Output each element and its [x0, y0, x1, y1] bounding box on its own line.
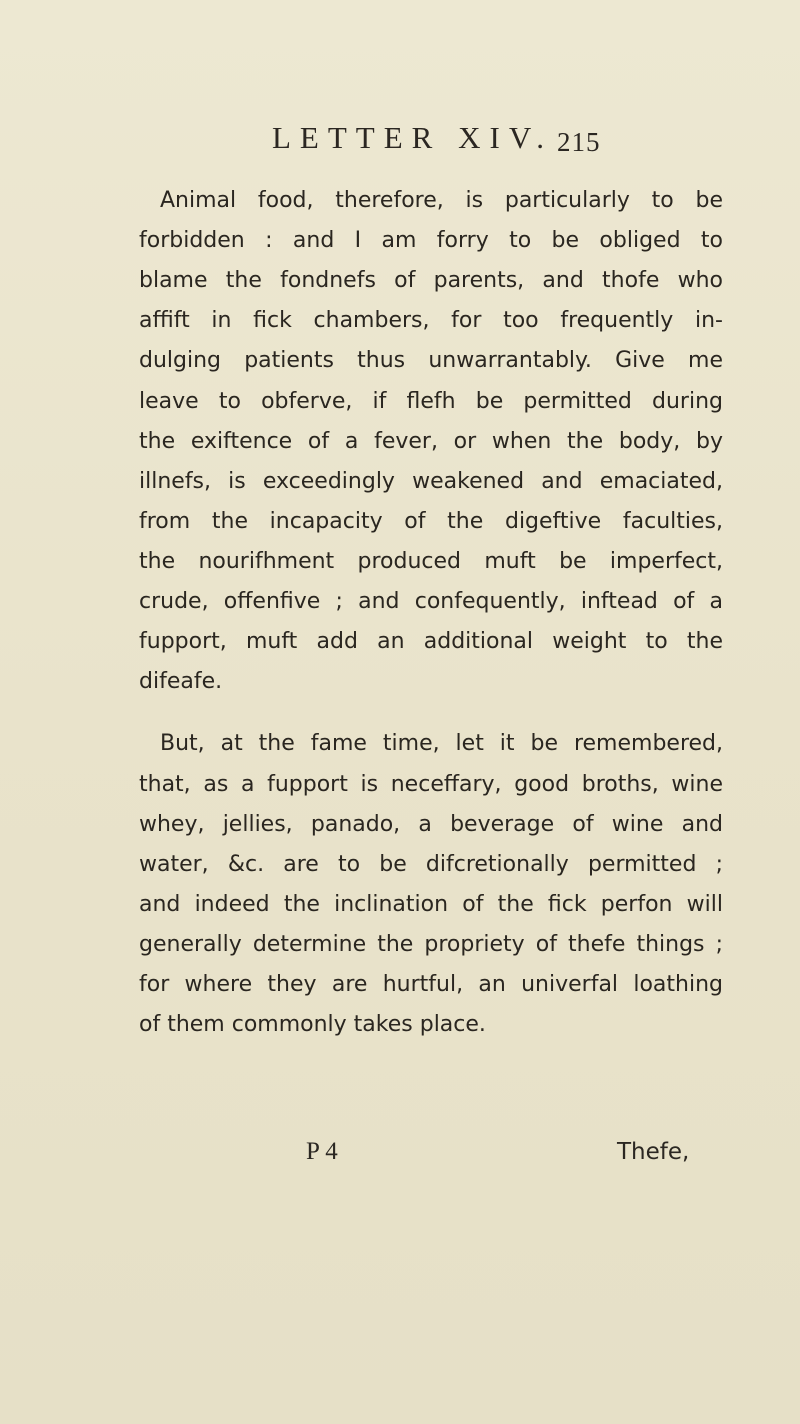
text-line: leave to obferve, if flefh be permitted during	[139, 389, 723, 414]
text-line: the exiftence of a fever, or when the body, by	[139, 429, 723, 454]
text-line: the nourifhment produced muft be imperfect,	[139, 549, 723, 574]
text-line: whey, jellies, panado, a beverage of wine and	[139, 812, 723, 837]
text-line: water, &c. are to be difcretionally permitted ;	[139, 852, 723, 877]
text-line: dulging patients thus unwarrantably. Give me	[139, 348, 723, 373]
text-line: Animal food, therefore, is particularly to be	[160, 188, 723, 213]
page-header	[0, 118, 800, 158]
text-line: blame the fondnefs of parents, and thofe who	[139, 268, 723, 293]
text-line: affift in fick chambers, for too frequently in-	[139, 308, 723, 333]
text-line: and indeed the inclination of the fick perfon will	[139, 892, 723, 917]
text-line: that, as a fupport is neceffary, good broths, wine	[139, 772, 723, 797]
signature-mark: P 4	[306, 1138, 338, 1165]
text-line: crude, offenfive ; and confequently, inftead of a	[139, 589, 723, 614]
text-line: from the incapacity of the digeftive faculties,	[139, 509, 723, 534]
text-line: illnefs, is exceedingly weakened and emaciated,	[139, 469, 723, 494]
page-number: 215	[557, 127, 601, 157]
running-head: LETTER XIV.	[272, 120, 553, 155]
text-line: fupport, muft add an additional weight to the	[139, 629, 723, 654]
text-line: of them commonly takes place.	[139, 1012, 486, 1037]
text-line: But, at the fame time, let it be remembered,	[160, 731, 723, 756]
text-line: generally determine the propriety of thefe things ;	[139, 932, 723, 957]
page-footer	[0, 1132, 800, 1172]
text-line: forbidden : and I am forry to be obliged to	[139, 228, 723, 253]
text-line: for where they are hurtful, an univerfal loathing	[139, 972, 723, 997]
catchword: Thefe,	[617, 1139, 690, 1165]
text-line: difeafe.	[139, 669, 223, 694]
